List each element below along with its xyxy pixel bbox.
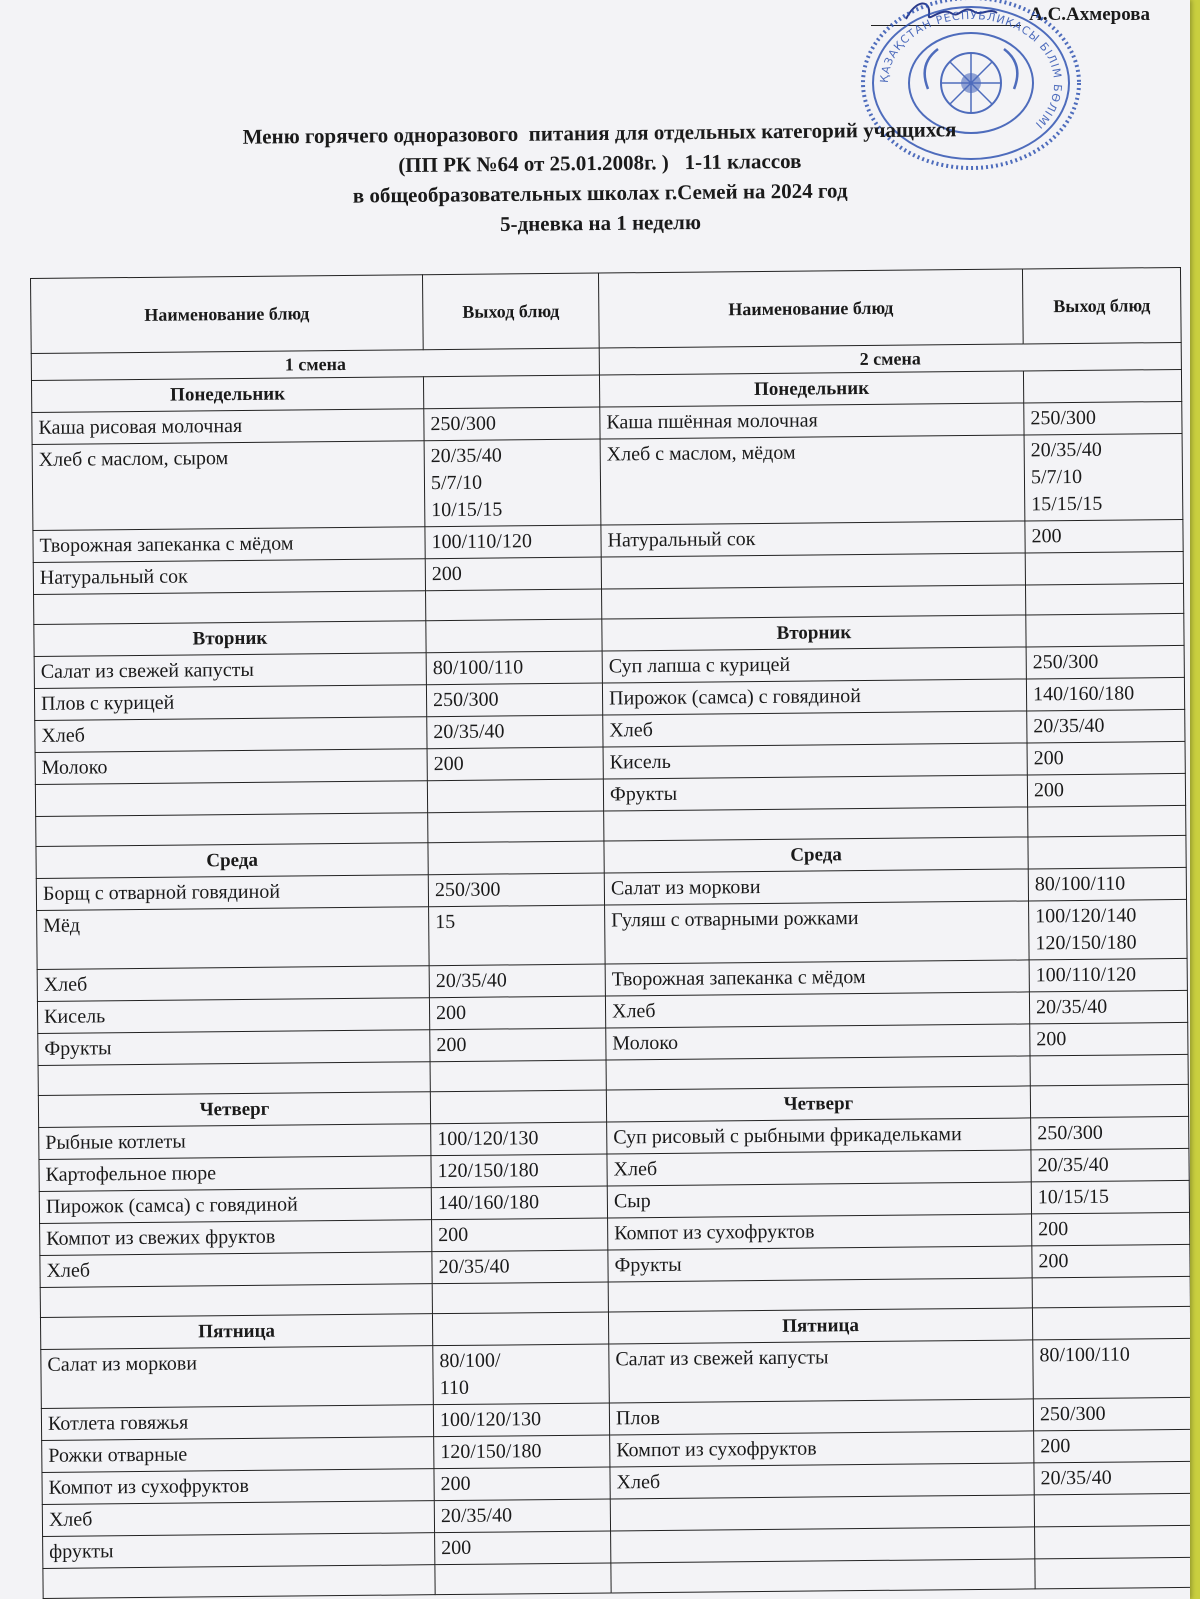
yield-right-cell: 200	[1030, 1022, 1188, 1056]
yield-right-cell: 80/100/110	[1028, 867, 1186, 901]
dish-left-cell: Хлеб	[40, 1252, 432, 1288]
dish-right-cell: Плов	[609, 1399, 1033, 1435]
yield-left-cell: 200	[435, 1531, 611, 1565]
table-row	[37, 899, 1188, 969]
dish-right-cell: Каша пшённая молочная	[600, 403, 1024, 439]
yield-right-cell: 250/300	[1026, 645, 1184, 679]
title-line-3: в общеобразовательных школах г.Семей на 2024 год	[352, 178, 848, 208]
dish-right-cell: Салат из свежей капусты	[609, 1340, 1034, 1403]
dish-right-cell: Хлеб с маслом, мёдом	[600, 435, 1025, 525]
spacer-cell	[1028, 805, 1186, 837]
dish-right-cell: Гуляш с отварными рожками	[605, 901, 1030, 964]
spacer-cell	[428, 811, 604, 843]
menu-table-wrapper	[30, 267, 1190, 1599]
dish-right-cell: Компот из сухофруктов	[610, 1431, 1034, 1467]
spacer-cell	[435, 1563, 611, 1595]
yield-left-cell: 20/35/40	[434, 1499, 610, 1533]
dish-left-cell: Рожки отварные	[42, 1437, 434, 1473]
dish-right-cell: Компот из сухофруктов	[608, 1214, 1032, 1250]
menu-table	[30, 267, 1190, 1599]
menu-table-body	[31, 267, 1190, 1598]
dish-right-cell	[601, 553, 1025, 589]
header-row	[31, 267, 1182, 353]
yield-right-cell: 140/160/180	[1026, 677, 1184, 711]
dish-right-cell	[610, 1495, 1034, 1531]
day-name-right: Понедельник	[599, 371, 1023, 407]
dish-right-cell: Молоко	[606, 1024, 1030, 1060]
yield-left-cell: 20/35/40	[432, 1250, 608, 1284]
yield-right-cell	[1035, 1525, 1190, 1559]
yield-right-cell: 100/120/140 120/150/180	[1029, 899, 1188, 960]
dish-left-cell: Хлеб с маслом, сыром	[32, 441, 425, 531]
dish-right-cell: Фрукты	[608, 1246, 1032, 1282]
dish-left-cell: Творожная запеканка с мёдом	[33, 527, 425, 563]
yield-left-cell: 250/300	[426, 683, 602, 717]
day-yield-right-empty	[1030, 1084, 1188, 1118]
table-row	[32, 433, 1183, 530]
header-yield-right: Выход блюд	[1022, 267, 1181, 344]
day-yield-left-empty	[428, 841, 604, 875]
spacer-cell	[1032, 1276, 1190, 1308]
dish-left-cell: Каша рисовая молочная	[32, 409, 424, 445]
dish-left-cell: Натуральный сок	[33, 559, 425, 595]
day-name-right: Среда	[604, 837, 1028, 873]
yield-left-cell: 100/110/120	[425, 525, 601, 559]
yield-left-cell: 15	[429, 905, 606, 966]
spacer-cell	[1035, 1557, 1190, 1589]
title-line-2: (ПП РК №64 от 25.01.2008г. ) 1-11 классов	[398, 148, 802, 178]
day-yield-left-empty	[432, 1312, 608, 1346]
dish-left-cell: Компот из свежих фруктов	[40, 1220, 432, 1256]
dish-left-cell: Салат из свежей капусты	[34, 653, 426, 689]
yield-left-cell: 80/100/110	[426, 651, 602, 685]
yield-right-cell: 20/35/40 5/7/10 15/15/15	[1024, 433, 1183, 521]
yield-right-cell: 250/300	[1031, 1116, 1189, 1150]
spacer-cell	[426, 589, 602, 621]
dish-left-cell: Хлеб	[37, 966, 429, 1002]
yield-right-cell: 20/35/40	[1031, 1148, 1189, 1182]
yield-right-cell: 80/100/110	[1033, 1338, 1190, 1399]
yield-left-cell: 80/100/ 110	[433, 1344, 610, 1405]
yield-left-cell	[427, 779, 603, 813]
day-name-right: Пятница	[608, 1308, 1032, 1344]
signer-name: А.С.Ахмерова	[1029, 4, 1150, 25]
day-name-right: Четверг	[606, 1086, 1030, 1122]
dish-left-cell: Хлеб	[35, 717, 427, 753]
spacer-cell	[38, 1062, 430, 1096]
dish-right-cell: Салат из моркови	[604, 869, 1028, 905]
yield-right-cell: 20/35/40	[1029, 990, 1187, 1024]
yield-right-cell: 200	[1032, 1212, 1190, 1246]
header-dish-right: Наименование блюд	[598, 269, 1023, 348]
dish-left-cell: Фрукты	[38, 1030, 430, 1066]
day-yield-left-empty	[430, 1090, 606, 1124]
yield-right-cell: 200	[1027, 773, 1185, 807]
dish-left-cell: Плов с курицей	[34, 685, 426, 721]
yield-left-cell: 20/35/40	[429, 964, 605, 998]
yield-right-cell: 100/110/120	[1029, 958, 1187, 992]
yield-left-cell: 20/35/40	[427, 715, 603, 749]
yield-left-cell: 140/160/180	[431, 1186, 607, 1220]
dish-left-cell: Компот из сухофруктов	[42, 1469, 434, 1505]
spacer-cell	[1030, 1054, 1188, 1086]
yield-left-cell: 200	[434, 1467, 610, 1501]
dish-left-cell	[35, 781, 427, 817]
yield-left-cell: 120/150/180	[434, 1435, 610, 1469]
yield-right-cell: 20/35/40	[1034, 1461, 1190, 1495]
dish-left-cell: Пирожок (самса) с говядиной	[39, 1188, 431, 1224]
svg-text:ҚАЗАҚСТАН РЕСПУБЛИКАСЫ БІЛІМ Б: ҚАЗАҚСТАН РЕСПУБЛИКАСЫ БІЛІМ БӨЛІМІ	[877, 8, 1065, 132]
dish-right-cell: Суп рисовый с рыбными фрикадельками	[607, 1118, 1031, 1154]
yield-right-cell: 200	[1025, 519, 1183, 553]
spacer-cell	[34, 591, 426, 625]
dish-right-cell: Творожная запеканка с мёдом	[605, 960, 1029, 996]
dish-left-cell: Картофельное пюре	[39, 1156, 431, 1192]
header-yield-left: Выход блюд	[422, 273, 599, 350]
dish-right-cell: Фрукты	[603, 775, 1027, 811]
day-yield-left-empty	[426, 619, 602, 653]
table-row	[41, 1338, 1190, 1408]
header-dish-left: Наименование блюд	[31, 275, 424, 354]
dish-right-cell: Хлеб	[605, 992, 1029, 1028]
yield-right-cell: 250/300	[1024, 401, 1182, 435]
shift-1-label: 1 смена	[31, 348, 599, 380]
title-line-4: 5-дневка на 1 неделю	[499, 209, 702, 237]
yield-left-cell: 250/300	[424, 407, 600, 441]
yield-right-cell	[1034, 1493, 1190, 1527]
spacer-cell	[40, 1284, 432, 1318]
spacer-cell	[36, 813, 428, 847]
dish-right-cell: Кисель	[603, 743, 1027, 779]
dish-left-cell: Борщ с отварной говядиной	[36, 875, 428, 911]
dish-left-cell: Хлеб	[42, 1501, 434, 1537]
spacer-cell	[611, 1559, 1035, 1593]
yield-right-cell	[1025, 551, 1183, 585]
spacer-cell	[608, 1278, 1032, 1312]
day-yield-left-empty	[423, 375, 599, 409]
dish-left-cell: Кисель	[37, 998, 429, 1034]
spacer-cell	[430, 1060, 606, 1092]
yield-left-cell: 200	[432, 1218, 608, 1252]
spacer-cell	[432, 1282, 608, 1314]
day-name-left: Среда	[36, 843, 428, 879]
spacer-cell	[43, 1565, 435, 1599]
spacer-cell	[606, 1056, 1030, 1090]
dish-right-cell: Пирожок (самса) с говядиной	[602, 679, 1026, 715]
dish-left-cell: Рыбные котлеты	[39, 1124, 431, 1160]
yield-left-cell: 100/120/130	[433, 1403, 609, 1437]
dish-right-cell: Суп лапша с курицей	[602, 647, 1026, 683]
day-name-left: Вторник	[34, 621, 426, 657]
dish-right-cell: Хлеб	[603, 711, 1027, 747]
day-name-left: Понедельник	[31, 377, 423, 413]
day-name-left: Пятница	[40, 1314, 432, 1350]
title-line-1: Меню горячего одноразового питания для отдельных категорий учащихся	[242, 117, 957, 149]
dish-right-cell: Хлеб	[610, 1463, 1034, 1499]
dish-left-cell: Молоко	[35, 749, 427, 785]
yield-right-cell: 10/15/15	[1031, 1180, 1189, 1214]
document-title	[79, 113, 1120, 244]
yield-left-cell: 100/120/130	[431, 1122, 607, 1156]
yield-left-cell: 250/300	[428, 873, 604, 907]
dish-left-cell: фрукты	[43, 1533, 435, 1569]
dish-right-cell: Хлеб	[607, 1150, 1031, 1186]
dish-left-cell: Салат из моркови	[41, 1346, 434, 1409]
day-yield-right-empty	[1026, 613, 1184, 647]
day-yield-right-empty	[1023, 369, 1181, 403]
spacer-cell	[602, 585, 1026, 619]
yield-right-cell: 200	[1032, 1244, 1190, 1278]
yield-left-cell: 200	[430, 1028, 606, 1062]
day-name-right: Вторник	[602, 615, 1026, 651]
dish-right-cell	[611, 1527, 1035, 1563]
yield-left-cell: 120/150/180	[431, 1154, 607, 1188]
dish-left-cell: Мёд	[37, 907, 430, 970]
dish-right-cell: Сыр	[607, 1182, 1031, 1218]
dish-right-cell: Натуральный сок	[601, 521, 1025, 557]
yield-left-cell: 200	[429, 996, 605, 1030]
yield-left-cell: 200	[427, 747, 603, 781]
day-yield-right-empty	[1032, 1306, 1190, 1340]
yield-right-cell: 250/300	[1033, 1397, 1190, 1431]
spacer-cell	[604, 807, 1028, 841]
yield-right-cell: 200	[1027, 741, 1185, 775]
day-name-left: Четверг	[38, 1092, 430, 1128]
yield-right-cell: 200	[1034, 1429, 1190, 1463]
yield-left-cell: 20/35/40 5/7/10 10/15/15	[424, 439, 601, 527]
yield-left-cell: 200	[425, 557, 601, 591]
shift-2-label: 2 смена	[599, 342, 1181, 375]
spacer-cell	[1025, 583, 1183, 615]
day-yield-right-empty	[1028, 835, 1186, 869]
yield-right-cell: 20/35/40	[1027, 709, 1185, 743]
dish-left-cell: Котлета говяжья	[41, 1405, 433, 1441]
